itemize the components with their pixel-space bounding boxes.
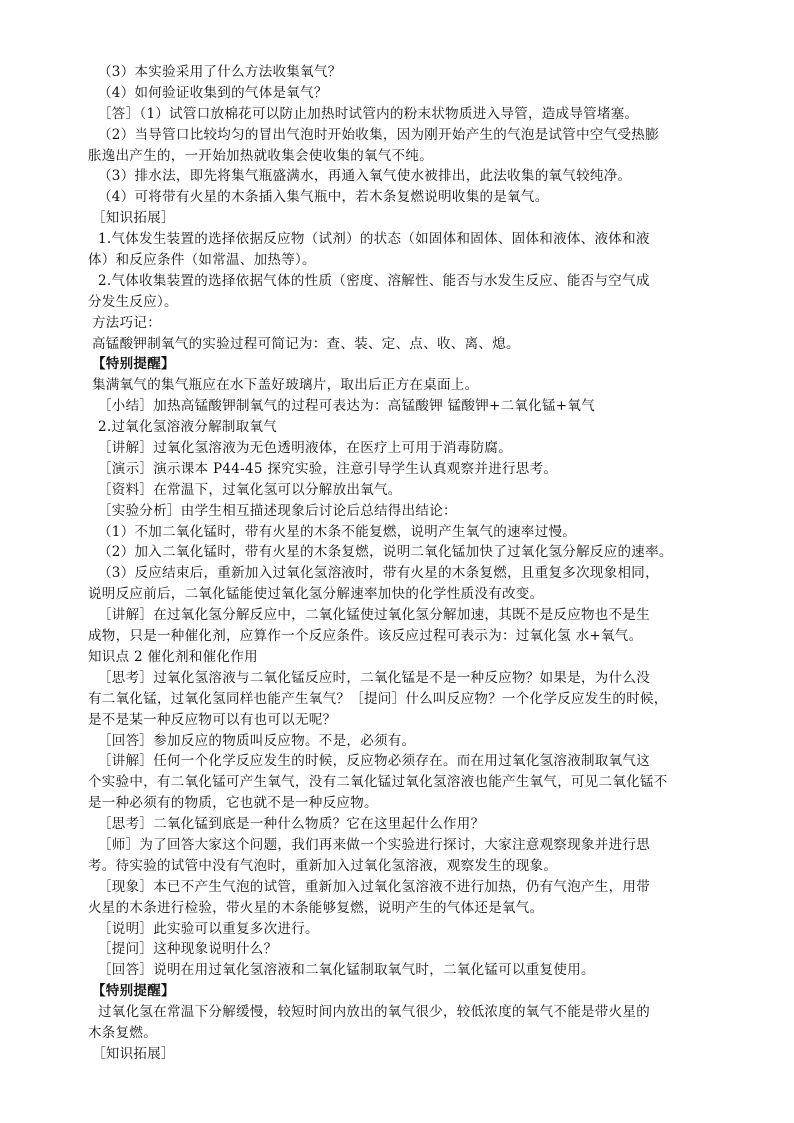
text-line: （4）如何验证收集到的气体是氧气？ <box>98 84 328 101</box>
text-line: ［说明］此实验可以重复多次进行。 <box>98 920 319 937</box>
text-line: 分发生反应）。 <box>88 293 178 310</box>
text-line: 有二氧化锰，过氧化氢同样也能产生氧气？［提问］什么叫反应物？一个化学反应发生的时候， <box>88 690 668 707</box>
section-heading: 2.过氧化氢溶液分解制取氧气 <box>98 419 278 436</box>
text-line: 2.气体收集装置的选择依据气体的性质（密度、溶解性、能否与水发生反应、能否与空气成 <box>98 272 650 289</box>
text-line: ［小结］加热高锰酸钾制氧气的过程可表达为：高锰酸钾 锰酸钾+二氧化锰+氧气 <box>98 398 596 415</box>
text-line: 高锰酸钾制氧气的实验过程可简记为：查、装、定、点、收、离、熄。 <box>92 335 520 352</box>
text-line: 考。待实验的试管中没有气泡时，重新加入过氧化氢溶液，观察发生的现象。 <box>88 857 558 874</box>
text-line: （2）加入二氧化锰时，带有火星的木条复燃，说明二氧化锰加快了过氧化氢分解反应的速率。 <box>98 544 673 561</box>
text-line: 过氧化氢在常温下分解缓慢，较短时间内放出的氧气很少，较低浓度的氧气不能是带火星的 <box>98 1004 650 1021</box>
text-line: ［现象］本已不产生气泡的试管，重新加入过氧化氢溶液不进行加热，仍有气泡产生，用带 <box>98 878 650 895</box>
text-line: 木条复燃。 <box>88 1024 157 1041</box>
text-line: ［讲解］过氧化氢溶液为无色透明液体，在医疗上可用于消毒防腐。 <box>98 440 512 457</box>
text-line: 火星的木条进行检验，带火星的木条能够复燃，说明产生的气体还是氧气。 <box>88 899 544 916</box>
section-heading: ［知识拓展］ <box>92 210 175 227</box>
text-line: ［答］（1）试管口放棉花可以防止加热时试管内的粉末状物质进入导管，造成导管堵塞。 <box>98 105 639 122</box>
text-line: 是不是某一种反应物可以有也可以无呢？ <box>88 711 337 728</box>
document-page <box>88 62 706 1065</box>
text-line: 是一种必须有的物质，它也就不是一种反应物。 <box>88 795 378 812</box>
text-line: （4）可将带有火星的木条插入集气瓶中，若木条复燃说明收集的是氧气。 <box>98 189 549 206</box>
text-line: ［师］为了回答大家这个问题，我们再来做一个实验进行探讨，大家注意观察现象并进行思 <box>98 836 650 853</box>
text-line: ［讲解］任何一个化学反应发生的时候，反应物必须存在。而在用过氧化氢溶液制取氧气这 <box>98 753 650 770</box>
text-line: ［思考］二氧化锰到底是一种什么物质？它在这里起什么作用？ <box>98 816 485 833</box>
section-heading: 方法巧记： <box>92 314 161 331</box>
text-line: 1.气体发生装置的选择依据反应物（试剂）的状态（如固体和固体、固体和液体、液体和液 <box>98 231 650 248</box>
text-line: （1）不加二氧化锰时，带有火星的木条不能复燃，说明产生氧气的速率过慢。 <box>98 523 577 540</box>
text-line: 体）和反应条件（如常温、加热等）。 <box>88 252 316 269</box>
text-line: ［回答］说明在用过氧化氢溶液和二氧化锰制取氧气时，二氧化锰可以重复使用。 <box>98 962 595 979</box>
text-line: ［资料］在常温下，过氧化氢可以分解放出氧气。 <box>98 481 402 498</box>
section-heading: ［知识拓展］ <box>92 1045 175 1062</box>
text-line: 成物，只是一种催化剂，应算作一个反应条件。该反应过程可表示为：过氧化氢 水+氧气。 <box>88 628 643 645</box>
special-reminder-heading: 【特别提醒】 <box>92 356 175 373</box>
text-line: 胀逸出产生的，一开始加热就收集会使收集的氧气不纯。 <box>88 147 433 164</box>
text-line: 个实验中，有二氧化锰可产生氧气，没有二氧化锰过氧化氢溶液也能产生氧气，可见二氧化锰不 <box>88 774 668 791</box>
text-line: ［讲解］在过氧化氢分解反应中，二氧化锰使过氧化氢分解加速，其既不是反应物也不是生 <box>98 607 650 624</box>
text-line: （3）反应结束后，重新加入过氧化氢溶液时，带有火星的木条复燃，且重复多次现象相同， <box>98 565 659 582</box>
text-line: ［实验分析］由学生相互描述现象后讨论后总结得出结论： <box>98 502 457 519</box>
special-reminder-heading: 【特别提醒】 <box>92 983 175 1000</box>
text-line: （3）排水法，即先将集气瓶盛满水，再通入氧气使水被排出，此法收集的氧气较纯净。 <box>98 168 632 185</box>
section-heading: 知识点 2 催化剂和催化作用 <box>88 648 258 665</box>
text-line: ［回答］参加反应的物质叫反应物。不是，必须有。 <box>98 732 416 749</box>
text-line: 集满氧气的集气瓶应在水下盖好玻璃片，取出后正方在桌面上。 <box>92 377 479 394</box>
text-line: ［演示］演示课本 P44-45 探究实验，注意引导学生认真观察并进行思考。 <box>98 460 558 477</box>
text-line: （2）当导管口比较均匀的冒出气泡时开始收集，因为刚开始产生的气泡是试管中空气受热膨 <box>98 126 659 143</box>
text-line: ［思考］过氧化氢溶液与二氧化锰反应时，二氧化锰是不是一种反应物？如果是，为什么没 <box>98 669 650 686</box>
text-line: 说明反应前后，二氧化锰能使过氧化氢分解速率加快的化学性质没有改变。 <box>88 586 544 603</box>
text-line: （3）本实验采用了什么方法收集氧气？ <box>98 64 342 80</box>
text-line: ［提问］这种现象说明什么？ <box>98 941 278 958</box>
